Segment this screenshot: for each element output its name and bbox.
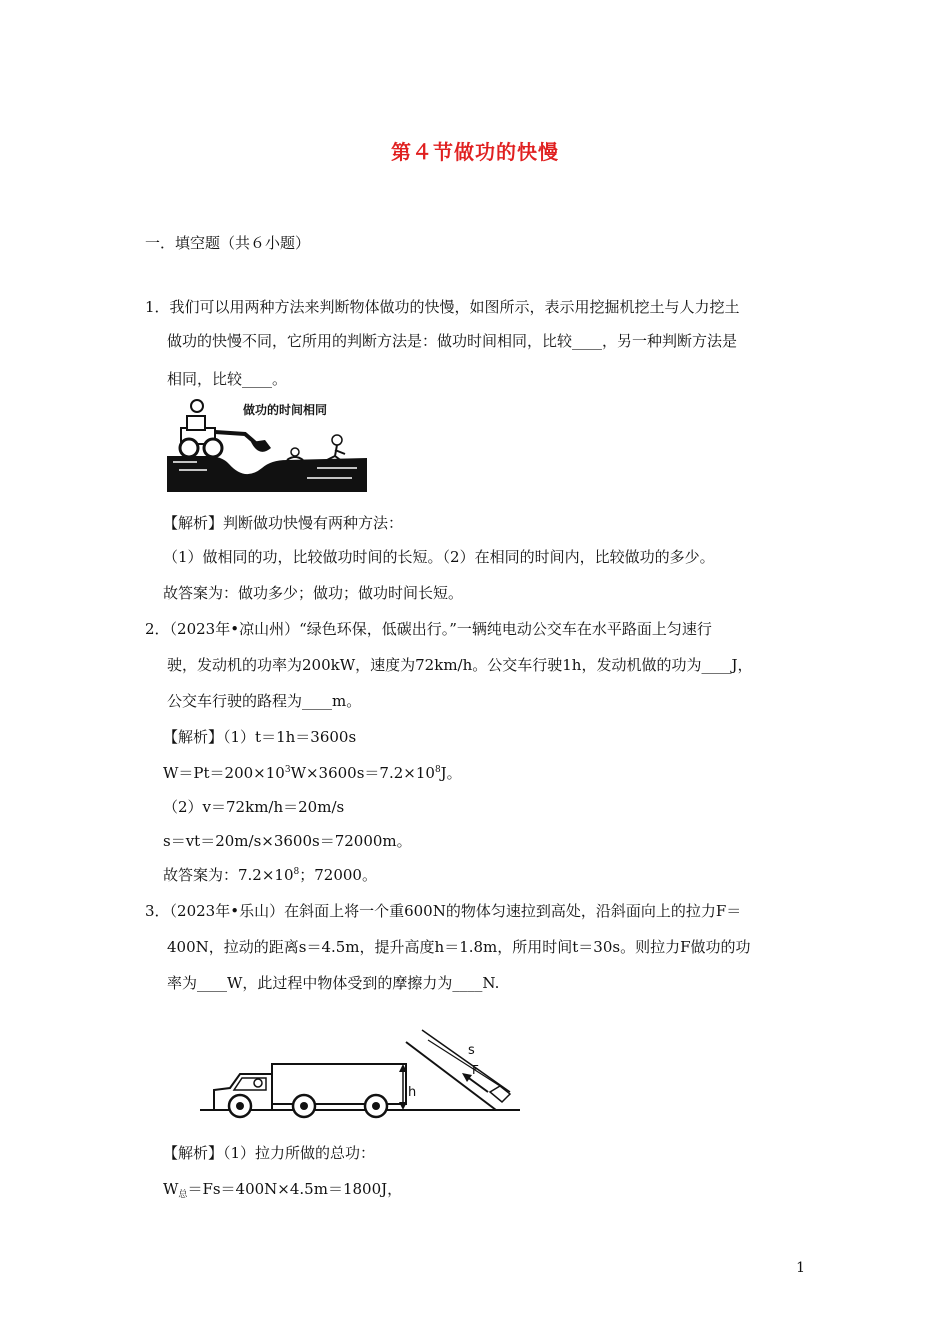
- q2-line3: 公交车行驶的路程为____m。: [167, 692, 362, 710]
- page-number: 1: [796, 1260, 805, 1276]
- q2-line1: 2．（2023年•凉山州）“绿色环保，低碳出行。”一辆纯电动公交车在水平路面上匀速行: [145, 620, 712, 638]
- force-label: F: [472, 1063, 479, 1077]
- q2-a2-post: J。: [440, 764, 462, 782]
- height-label: h: [408, 1085, 417, 1100]
- q2-a2-exp2: 8: [434, 765, 441, 775]
- distance-label: s: [468, 1043, 475, 1058]
- q2-answer: [163, 864, 377, 886]
- q2-analysis-4: s＝vt＝20m/s×3600s＝72000m。: [163, 832, 412, 850]
- truck-ramp-figure: [200, 1028, 520, 1120]
- q2-a2-pre: W＝Pt＝200×10: [163, 764, 285, 782]
- section-heading: 一．填空题（共６小题）: [145, 234, 311, 252]
- q1-answer: 故答案为：做功多少；做功；做功时间长短。: [163, 584, 464, 602]
- q2-analysis-1: 【解析】（1）t＝1h＝3600s: [163, 728, 357, 746]
- q3-line2: 400N，拉动的距离s＝4.5m，提升高度h＝1.8m，所用时间t＝30s。则拉力F做功的功: [167, 938, 751, 956]
- q3-a2-post: ＝Fs＝400N×4.5m＝1800J，: [187, 1180, 403, 1198]
- q1-line3: 相同，比较____。: [167, 370, 288, 388]
- q3-line1: 3．（2023年•乐山）在斜面上将一个重600N的物体匀速拉到高处，沿斜面向上的拉力F＝: [145, 902, 742, 920]
- q2-a2-mid: W×3600s＝7.2×10: [290, 764, 435, 782]
- q3-line3: 率为____W，此过程中物体受到的摩擦力为____N.: [167, 974, 500, 992]
- q3-analysis-1: 【解析】（1）拉力所做的总功：: [163, 1144, 376, 1162]
- q1-analysis-heading: 【解析】判断做功快慢有两种方法：: [163, 514, 404, 532]
- truck-ramp-illustration: [200, 1028, 520, 1120]
- q2-ans-exp: 8: [293, 867, 300, 877]
- q2-analysis-2: [163, 762, 462, 784]
- q3-a2-sub: 总: [178, 1190, 188, 1200]
- excavator-figure: [167, 398, 367, 492]
- q2-ans-pre: 故答案为：7.2×10: [163, 866, 294, 884]
- figure-caption: 做功的时间相同: [243, 403, 328, 417]
- page-title: 第４节做功的快慢: [391, 140, 559, 164]
- excavator-illustration: [167, 398, 367, 492]
- q3-analysis-2: [163, 1178, 402, 1200]
- q1-line2: 做功的快慢不同，它所用的判断方法是：做功时间相同，比较____，另一种判断方法是: [167, 332, 738, 350]
- q2-ans-post: ；72000。: [299, 866, 377, 884]
- q1-analysis-detail: （1）做相同的功，比较做功时间的长短。（2）在相同的时间内，比较做功的多少。: [163, 548, 715, 566]
- q3-a2-pre: W: [163, 1180, 179, 1198]
- q2-line2: 驶，发动机的功率为200kW，速度为72km/h。公交车行驶1h，发动机做的功为____J，: [167, 656, 753, 674]
- q2-a2-exp1: 3: [284, 765, 291, 775]
- q2-analysis-3: （2）v＝72km/h＝20m/s: [163, 798, 345, 816]
- q1-line1: 1．我们可以用两种方法来判断物体做功的快慢，如图所示，表示用挖掘机挖土与人力挖土: [145, 298, 740, 316]
